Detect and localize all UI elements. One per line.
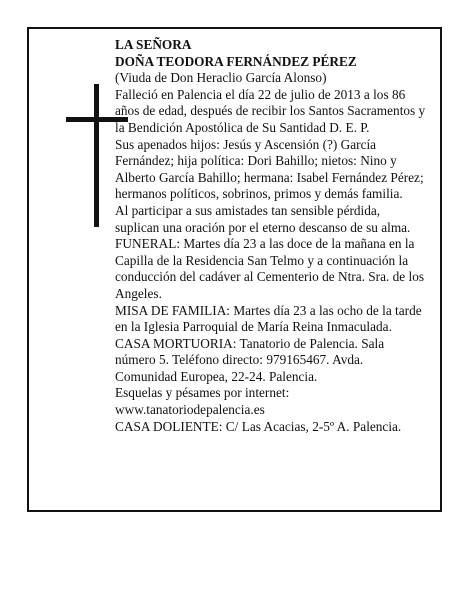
notice-title-line1: LA SEÑORA — [115, 37, 192, 52]
mortuary-paragraph: CASA MORTUORIA: Tanatorio de Palencia. Sala número 5. Teléfono directo: 979165467. Avda. Comunidad Europea, 22-24. Palencia. — [115, 335, 385, 384]
family-mass-paragraph: MISA DE FAMILIA: Martes día 23 a las ocho de la tarde en la Iglesia Parroquial de María Reina Inmaculada. — [115, 302, 422, 335]
website-line: www.tanatoriodepalencia.es — [115, 402, 265, 418]
internet-line: Esquelas y pésames por internet: — [115, 385, 290, 401]
obituary-text — [115, 37, 427, 435]
mourning-house-line: CASA DOLIENTE: C/ Las Acacias, 2-5º A. Palencia. — [115, 418, 402, 434]
family-paragraph: Sus apenados hijos: Jesús y Ascensión (?) García Fernández; hija política: Dori Bahillo; nietos: Nino y Alberto García Bahillo; hermana: Isabel Fernández Pérez; hermanos políticos, sobrinos, primos y demás familia. — [115, 136, 424, 202]
cross-vertical-bar — [94, 84, 99, 227]
death-paragraph: Falleció en Palencia el día 22 de julio de 2013 a los 86 años de edad, después de recibir los Santos Sacramentos y la Bendición Apostólica de Su Santidad D. E. P. — [115, 86, 426, 135]
widow-line: (Viuda de Don Heraclio García Alonso) — [115, 70, 327, 86]
deceased-name: DOÑA TEODORA FERNÁNDEZ PÉREZ — [115, 53, 357, 69]
request-paragraph: Al participar a sus amistades tan sensible pérdida, suplican una oración por el eterno descanso de su alma. — [115, 202, 411, 235]
funeral-paragraph: FUNERAL: Martes día 23 a las doce de la mañana en la Capilla de la Residencia San Telmo y a continuación la conducción del cadáver al Cementerio de Ntra. Sra. de los Angeles. — [115, 236, 425, 301]
